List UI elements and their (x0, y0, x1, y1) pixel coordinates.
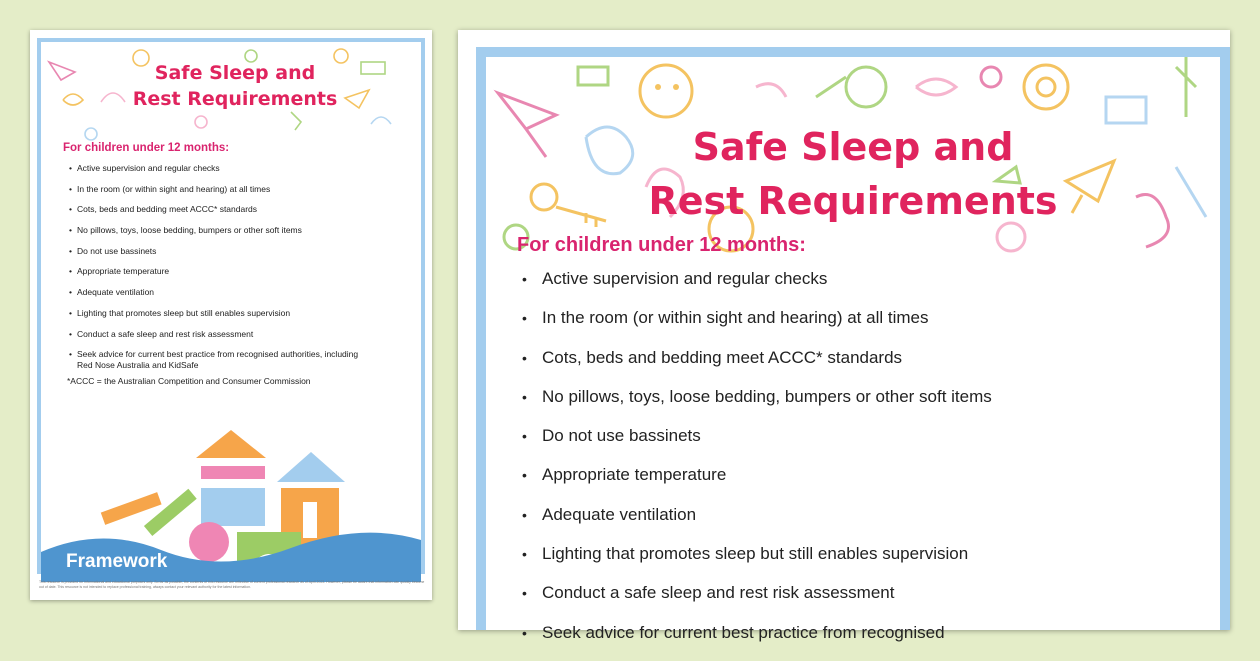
list-item: • Cots, beds and bedding meet ACCC* standards (69, 204, 359, 215)
list-item: • Cots, beds and bedding meet ACCC* standards (522, 347, 1212, 369)
zoomed-frame (476, 47, 1230, 642)
list-item: • Do not use bassinets (69, 246, 359, 257)
list-item: • No pillows, toys, loose bedding, bumpers or other soft items (69, 225, 359, 236)
brand-logo: Framework (66, 551, 168, 572)
list-item: • Seek advice for current best practice from recognised authorities, including Red Nose Australia and KidSafe (69, 349, 359, 371)
list-item: • Conduct a safe sleep and rest risk assessment (69, 329, 359, 340)
thumbnail-title-line2: Rest Requirements (132, 88, 338, 110)
thumbnail-title-line1: Safe Sleep and (154, 62, 316, 84)
page-title-line1: Safe Sleep and (692, 125, 1014, 169)
thumbnail-subtitle: For children under 12 months: (63, 142, 230, 154)
list-item: • Lighting that promotes sleep but still enables supervision (522, 543, 1212, 565)
list-item: • In the room (or within sight and hearing) at all times (69, 184, 359, 195)
list-item: • Adequate ventilation (522, 504, 1212, 526)
list-item: • Appropriate temperature (69, 266, 359, 277)
list-item: • Lighting that promotes sleep but still enables supervision (69, 308, 359, 319)
thumbnail-frame (37, 38, 425, 574)
list-item: • Seek advice for current best practice from recognised (522, 622, 1212, 644)
list-item: • Do not use bassinets (522, 425, 1212, 447)
thumbnail-requirements-list (69, 163, 359, 381)
list-item: • Conduct a safe sleep and rest risk assessment (522, 582, 1212, 604)
page-title-line2: Rest Requirements (648, 179, 1058, 223)
thumbnail-footnote: *ACCC = the Australian Competition and Consumer Commission (67, 376, 311, 386)
page-subtitle: For children under 12 months: (517, 234, 806, 256)
list-item: • Active supervision and regular checks (522, 268, 1212, 290)
list-item: • Active supervision and regular checks (69, 163, 359, 174)
zoomed-page[interactable] (458, 30, 1230, 642)
list-item: • Adequate ventilation (69, 287, 359, 298)
thumbnail-page[interactable] (30, 30, 432, 600)
list-item: • Appropriate temperature (522, 464, 1212, 486)
list-item: • No pillows, toys, loose bedding, bumpers or other soft items (522, 386, 1212, 408)
list-item: • In the room (or within sight and hearing) at all times (522, 307, 1212, 329)
requirements-list (522, 268, 1212, 661)
thumbnail-fine-print: This resource is provided for informational and educational purposes only. So far as possible, the contents of this resource are reflective of current professional research as of April 2023. However, please be aware that information can quickly become out of date. This resource is not intended to replace professional training, always contact your relevant authority for the latest information. (39, 580, 425, 589)
